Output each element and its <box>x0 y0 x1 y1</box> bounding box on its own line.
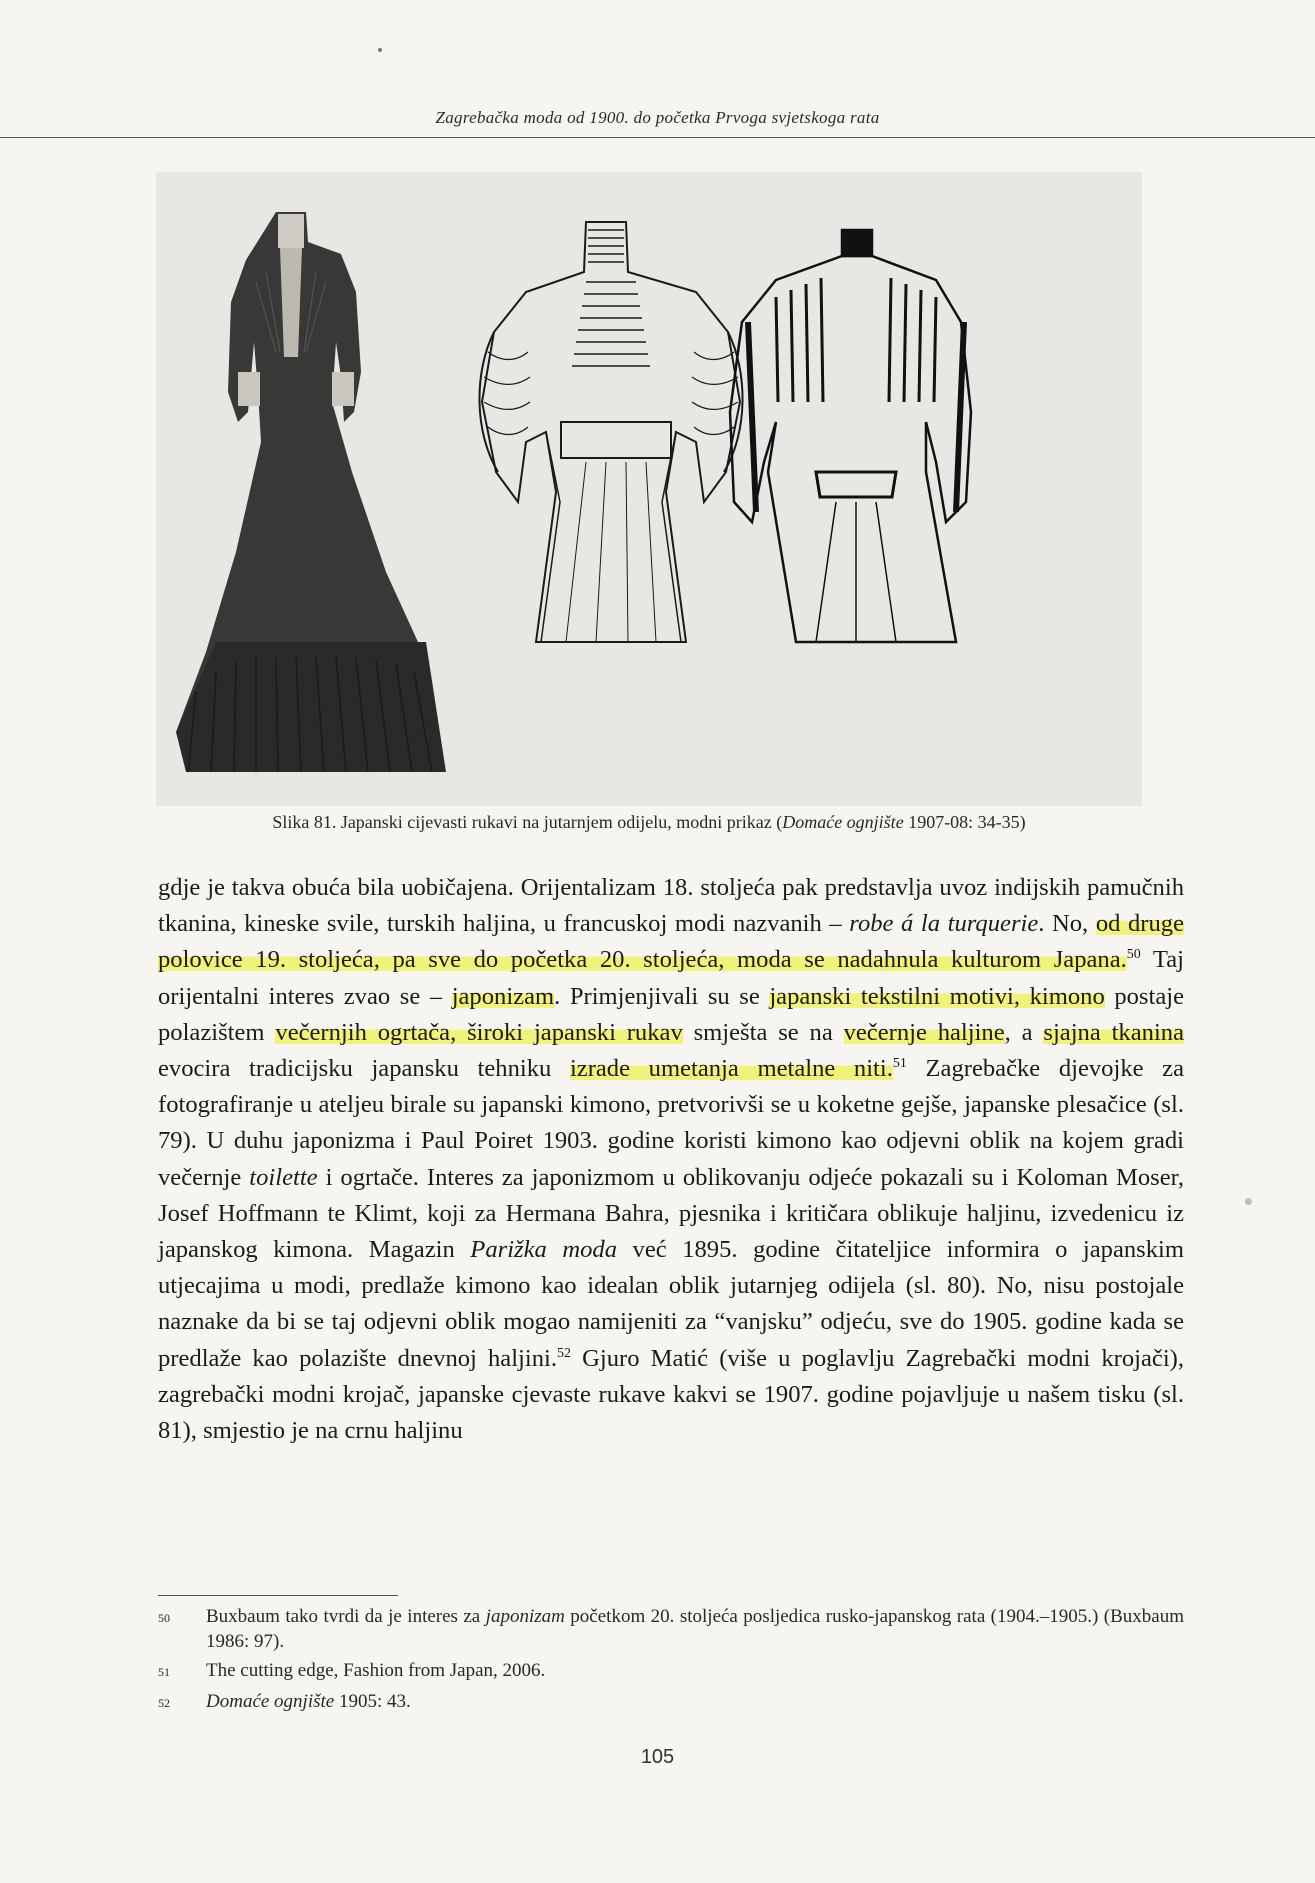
italic-term: japonizam <box>485 1606 565 1627</box>
footnote-ref-51[interactable]: 51 <box>892 1055 907 1071</box>
running-head: Zagrebačka moda od 1900. do početka Prvoga svjetskoga rata <box>435 108 880 127</box>
text-run: evocira tradicijsku japansku tehniku <box>158 1055 570 1083</box>
text-run: početkom 20. stoljeća posljedica rusko-japanskog rata (1904.–1905.) (Buxbaum 1986: 97). <box>206 1606 1184 1652</box>
footnote-number: 51 <box>158 1665 170 1679</box>
figure-caption <box>156 812 1142 833</box>
highlighted-text: japanski tekstilni motivi, kimono <box>769 982 1105 1010</box>
footnote-number: 50 <box>158 1611 170 1625</box>
footnote-text <box>206 1658 1184 1685</box>
text-run: već 1895. godine čitateljice informira o japanskim utjecajima u modi, predlaže kimono kao idealan oblik jutarnjeg odijela (sl. 80). No, nisu postojale naznake da bi se taj odjevni oblik mogao namijeniti za “vanjsku” odjeću, sve do 1905. godine kada se predlaže kao polazište dnevnoj haljini. <box>158 1236 1184 1372</box>
footnote-50 <box>158 1604 1184 1654</box>
scan-speck <box>378 48 382 52</box>
caption-suffix: 1907-08: 34-35) <box>903 812 1026 832</box>
scan-speck <box>1245 1198 1252 1205</box>
footnotes <box>158 1604 1184 1720</box>
footnote-rule <box>158 1595 398 1596</box>
highlighted-text: večernjih ogrtača, široki japanski rukav <box>275 1018 683 1046</box>
highlighted-text: izrade umetanja metalne niti. <box>569 1055 893 1083</box>
italic-term: robe á la turquerie <box>849 910 1039 938</box>
line-dress-illustration <box>479 222 742 642</box>
body-paragraph <box>158 870 1184 1449</box>
text-run: Buxbaum tako tvrdi da je interes za <box>206 1606 486 1627</box>
caption-prefix: Slika 81. Japanski cijevasti rukavi na jutarnjem odijelu, modni prikaz ( <box>272 812 783 832</box>
text-run: Zagrebačke djevojke za fotografiranje u ateljeu birale su japanski kimono, pretvorivši se u koketne gejše, japanske plesačice (sl. 79). U duhu japonizma i Paul Poiret 1903. godine koristi kimono kao odjevni oblik na kojem gradi večernje <box>158 1055 1185 1191</box>
footnote-52 <box>158 1689 1184 1716</box>
caption-source-title: Domaće ognjište <box>782 812 904 832</box>
text-run: . Primjenjivali su se <box>554 982 770 1010</box>
header-rule <box>0 137 1315 138</box>
highlighted-text: večernje haljine <box>843 1018 1005 1046</box>
text-run: 1905: 43. <box>334 1691 411 1712</box>
text-run: Gjuro Matić (više u poglavlju Zagrebački modni krojači), zagrebački modni krojač, japanske cjevaste rukave kakvi se 1907. godine pojavljuje u našem tisku (sl. 81), smjestio je na crnu haljinu <box>158 1344 1184 1445</box>
text-run: smješta se na <box>682 1018 844 1046</box>
fashion-illustration <box>156 172 1142 806</box>
text-run: i ogrtače. Interes za japonizmom u oblikovanju odjeće pokazali su i Koloman Moser, Josef Hoffmann te Klimt, koji za Hermana Bahra, pjesnika i kritičara oblikuje haljinu, izvedenicu iz japanskog kimona. Magazin <box>158 1163 1185 1264</box>
footnote-ref-52[interactable]: 52 <box>557 1345 572 1361</box>
text-run: gdje je takva obuća bila uobičajena. Orijentalizam 18. stoljeća pak predstavlja uvoz indijskih pamučnih tkanina, kineske svile, turskih haljina, u francuskoj modi nazvanih – <box>158 874 1184 938</box>
footnote-number: 52 <box>158 1696 170 1710</box>
text-run: The cutting edge, Fashion from Japan, 2006. <box>206 1660 546 1681</box>
dark-dress-illustration <box>176 212 446 772</box>
text-run: Taj orijentalni interes zvao se – <box>158 946 1184 1010</box>
footnote-ref-50[interactable]: 50 <box>1126 947 1141 963</box>
italic-term: Parižka moda <box>470 1236 617 1264</box>
italic-term: Domaće ognjište <box>206 1691 335 1712</box>
text-run: postaje polazištem <box>158 982 1184 1046</box>
back-view-dress-illustration <box>730 230 971 642</box>
text-run: . No, <box>1038 910 1096 938</box>
italic-term: toilette <box>249 1163 318 1191</box>
highlighted-text: japonizam <box>451 982 555 1010</box>
body-text <box>158 870 1184 1449</box>
figure-fashion-plates <box>156 172 1142 806</box>
text-run: , a <box>1004 1018 1044 1046</box>
highlighted-text: od druge polovice 19. stoljeća, pa sve do početka 20. stoljeća, moda se nadahnula kulturom Japana. <box>158 910 1184 974</box>
footnote-51 <box>158 1658 1184 1685</box>
footnote-text <box>206 1604 1184 1654</box>
page-number: 105 <box>640 1746 675 1768</box>
footnote-text <box>206 1689 1184 1716</box>
highlighted-text: sjajna tkanina <box>1043 1018 1184 1046</box>
